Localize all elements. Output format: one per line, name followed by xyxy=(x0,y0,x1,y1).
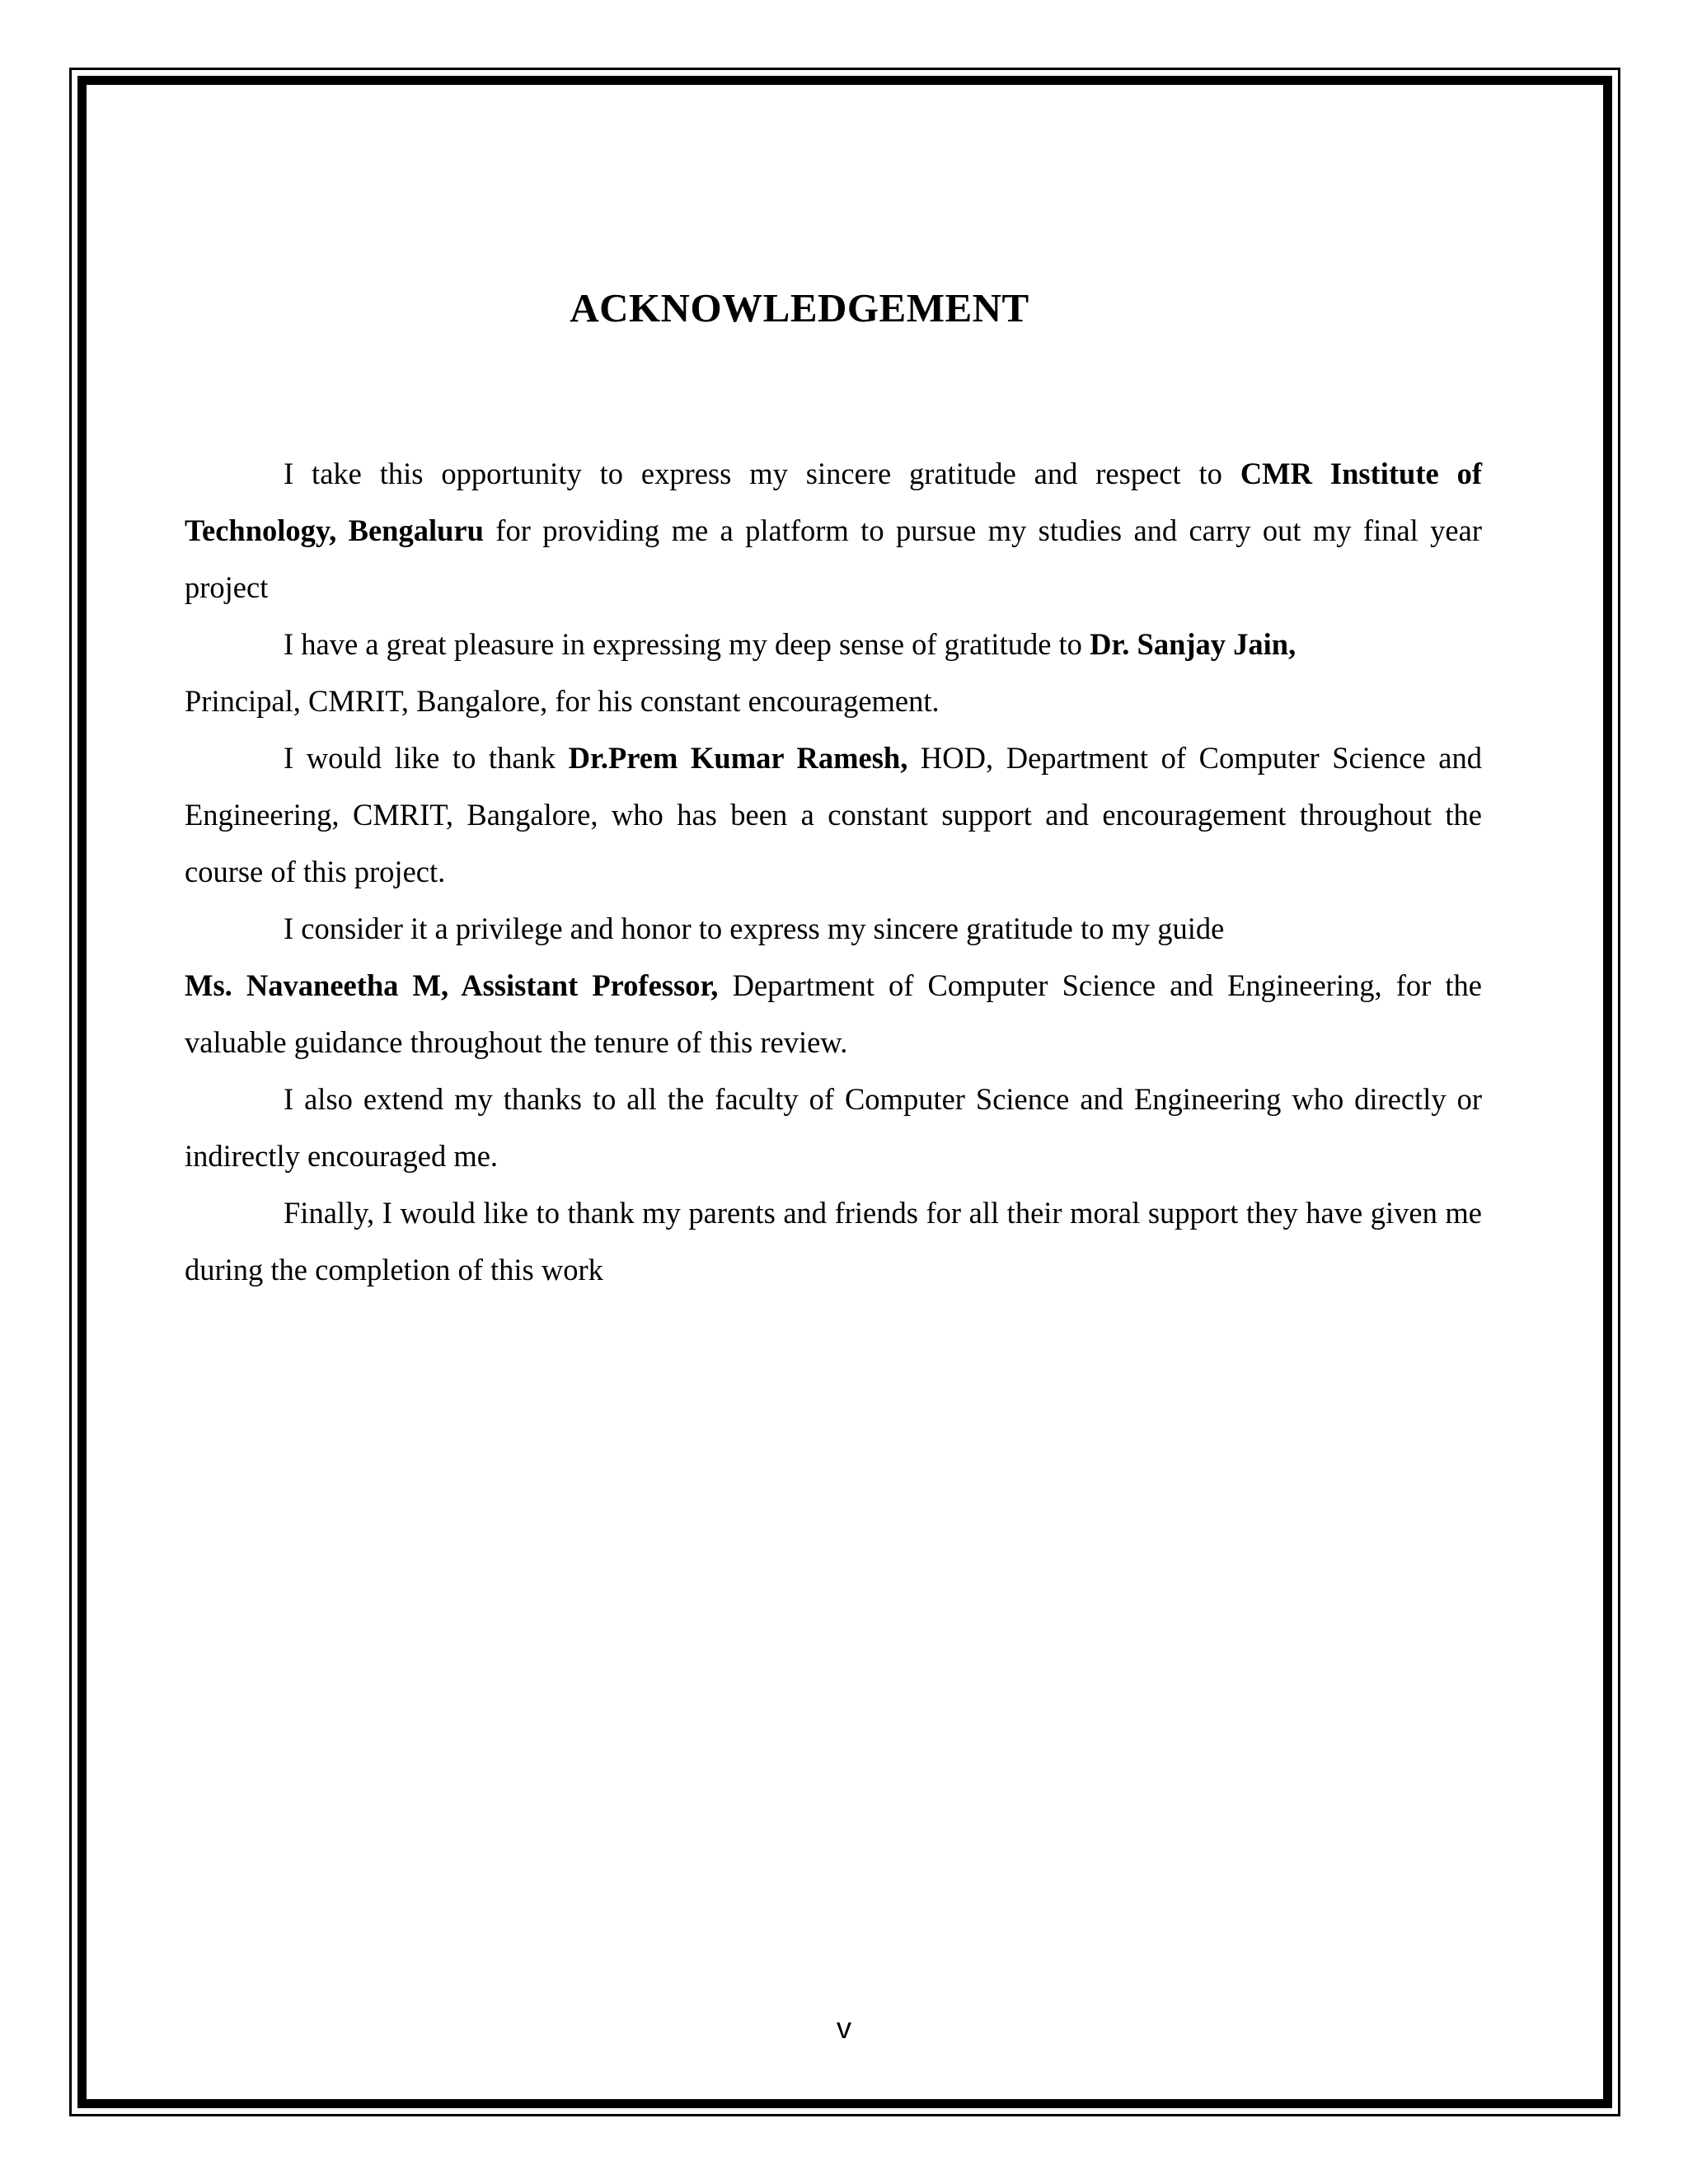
institute-name: CMR Institute of Technology, Bengaluru xyxy=(185,457,1482,547)
paragraph-text: Principal, CMRIT, Bangalore, for his constant encouragement. xyxy=(185,684,940,718)
paragraph-text: I consider it a privilege and honor to express my sincere gratitude to my guide xyxy=(284,912,1225,945)
paragraph-text: I would like to thank xyxy=(284,741,569,775)
guide-line xyxy=(185,957,1482,1071)
guide-name: Ms. Navaneetha M, Assistant Professor, xyxy=(185,968,719,1002)
paragraph-faculty xyxy=(185,1071,1482,1184)
paragraph-guide xyxy=(185,900,1482,1071)
paragraph-text: I have a great pleasure in expressing my deep sense of gratitude to xyxy=(284,627,1090,661)
paragraph-text: I also extend my thanks to all the faculty of Computer Science and Engineering who directly or indirectly encouraged me. xyxy=(185,1082,1482,1173)
hod-name: Dr.Prem Kumar Ramesh, xyxy=(568,741,908,775)
principal-name: Dr. Sanjay Jain, xyxy=(1090,627,1296,661)
paragraph-family xyxy=(185,1184,1482,1298)
acknowledgement-body xyxy=(185,445,1482,1298)
page-title: ACKNOWLEDGEMENT xyxy=(570,285,1029,330)
paragraph-text: I take this opportunity to express my sincere gratitude and respect to xyxy=(284,457,1240,490)
paragraph-hod xyxy=(185,729,1482,900)
page-number: v xyxy=(837,2011,851,2045)
paragraph-text: HOD, Department of Computer Science and Engineering, CMRIT, Bangalore, who has been a constant support and encouragement throughout the course of this project. xyxy=(185,741,1482,888)
paragraph-institute xyxy=(185,445,1482,616)
paragraph-text: for providing me a platform to pursue my studies and carry out my final year project xyxy=(185,513,1482,604)
paragraph-text: Finally, I would like to thank my parents and friends for all their moral support they have given me during the completion of this work xyxy=(185,1196,1482,1286)
paragraph-principal xyxy=(185,616,1482,729)
paragraph-text: Department of Computer Science and Engineering, for the valuable guidance throughout the tenure of this review. xyxy=(185,968,1483,1059)
